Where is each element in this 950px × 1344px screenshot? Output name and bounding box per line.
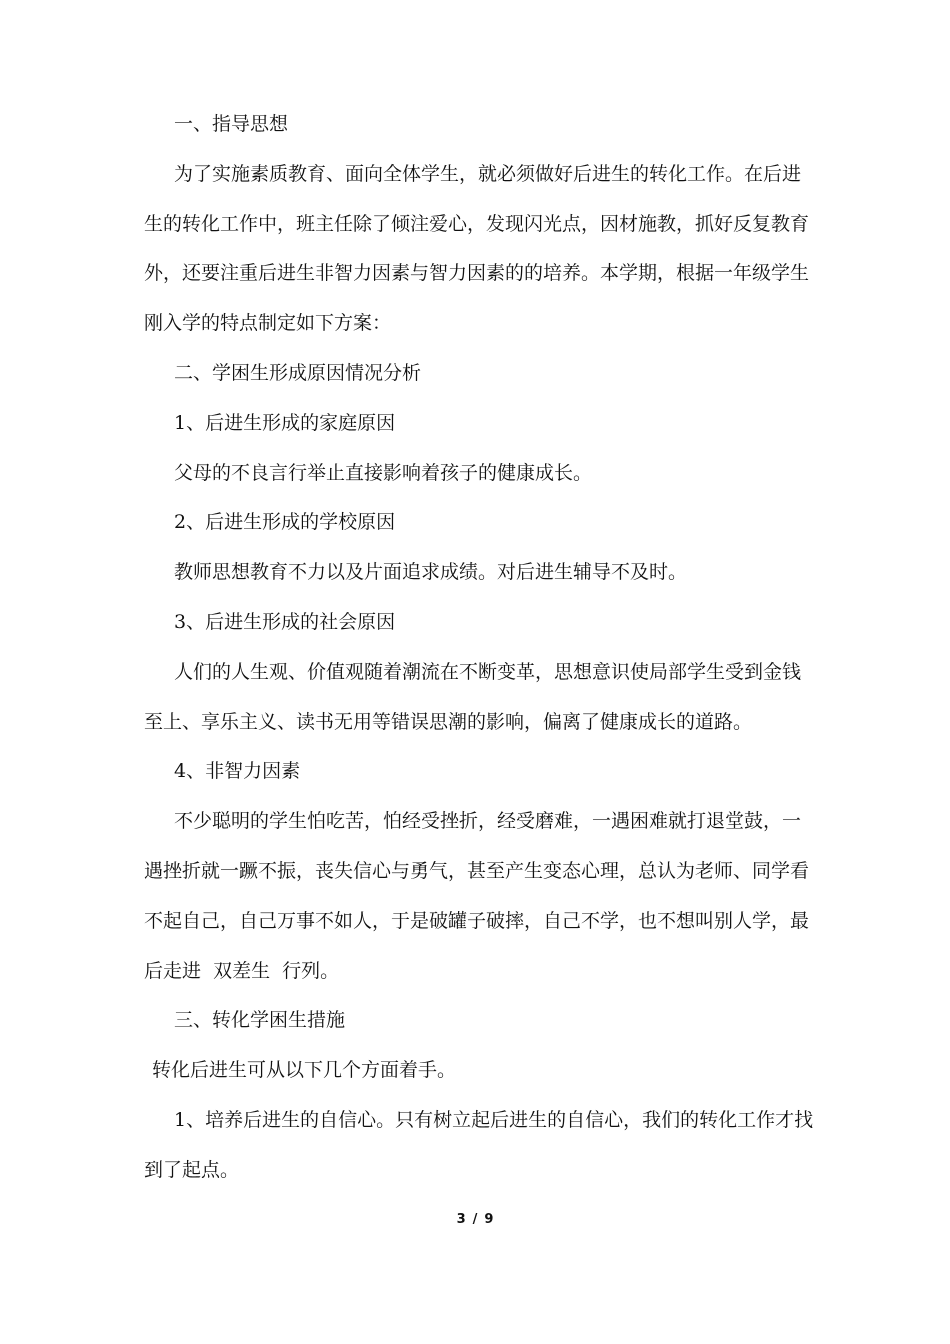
paragraph-line: 父母的不良言行举止直接影响着孩子的健康成长。: [174, 461, 593, 484]
paragraph-line: 刚入学的特点制定如下方案：: [144, 312, 392, 335]
subheading-school-cause: 2、后进生形成的学校原因: [174, 511, 396, 534]
page-number: [0, 1212, 950, 1227]
paragraph-line: 不起自己，自己万事不如人，于是破罐子破摔，自己不学，也不想叫别人学，最: [144, 909, 810, 932]
paragraph-line: 外，还要注重后进生非智力因素与智力因素的的培养。本学期，根据一年级学生: [144, 262, 810, 285]
paragraph-line: 到了起点。: [144, 1158, 240, 1181]
page-separator: /: [472, 1212, 478, 1227]
total-pages-number: 9: [484, 1212, 494, 1227]
paragraph-line: 后走进 双差生 行列。: [144, 959, 340, 982]
paragraph-line: 教师思想教育不力以及片面追求成绩。对后进生辅导不及时。: [174, 561, 688, 584]
subheading-non-intellectual-factors: 4、非智力因素: [174, 760, 301, 783]
section-heading-guiding-ideology: 一、指导思想: [174, 113, 289, 135]
paragraph-line: 不少聪明的学生怕吃苦，怕经受挫折，经受磨难，一遇困难就打退堂鼓，一: [174, 810, 802, 833]
paragraph-line: 人们的人生观、价值观随着潮流在不断变革，思想意识使局部学生受到金钱: [174, 660, 802, 683]
paragraph-line: 为了实施素质教育、面向全体学生，就必须做好后进生的转化工作。在后进: [174, 162, 802, 185]
paragraph-line: 生的转化工作中，班主任除了倾注爱心，发现闪光点，因材施教，抓好反复教育: [144, 212, 810, 235]
subheading-social-cause: 3、后进生形成的社会原因: [174, 610, 396, 633]
paragraph-line: 遇挫折就一蹶不振，丧失信心与勇气，甚至产生变态心理，总认为老师、同学看: [144, 859, 810, 882]
section-heading-cause-analysis: 二、学困生形成原因情况分析: [174, 361, 422, 384]
subheading-family-cause: 1、后进生形成的家庭原因: [174, 411, 396, 434]
document-body: [144, 100, 816, 1196]
paragraph-line: 至上、享乐主义、读书无用等错误思潮的影响，偏离了健康成长的道路。: [144, 710, 753, 733]
current-page-number: 3: [456, 1212, 466, 1227]
paragraph-line: 转化后进生可从以下几个方面着手。: [152, 1059, 457, 1082]
paragraph-line: 1、培养后进生的自信心。只有树立起后进生的自信心，我们的转化工作才找: [174, 1108, 814, 1131]
section-heading-measures: 三、转化学困生措施: [174, 1009, 346, 1032]
